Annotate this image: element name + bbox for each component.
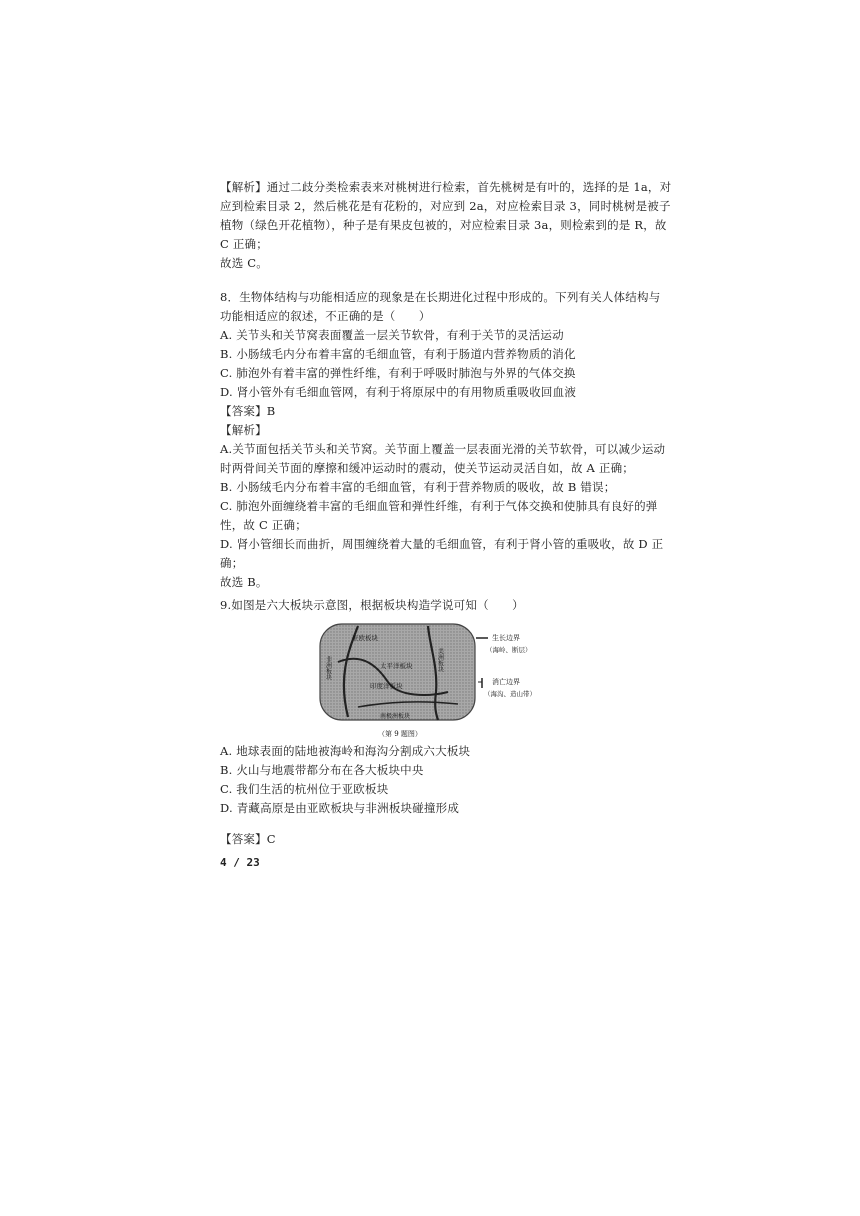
figure-caption: （第 9 题图） bbox=[378, 730, 422, 738]
plate-label: 非洲板块 bbox=[324, 656, 332, 680]
legend-label: 消亡边界 bbox=[492, 678, 520, 686]
option-d: D. 青藏高原是由亚欧板块与非洲板块碰撞形成 bbox=[220, 801, 460, 815]
text-line: D. 肾小管细长而曲折，周围缠绕着大量的毛细血管，有利于肾小管的重吸收，故 D 正 bbox=[220, 537, 664, 551]
option-d: D. 肾小管外有毛细血管网，有利于将原尿中的有用物质重吸收回血液 bbox=[220, 385, 577, 399]
question-stem: 8．生物体结构与功能相适应的现象是在长期进化过程中形成的。下列有关人体结构与 bbox=[220, 290, 661, 304]
text-line: 应到检索目录 2，然后桃花是有花粉的，对应到 2a，对应检索目录 3，同时桃树是被子 bbox=[220, 199, 671, 213]
plate-label: 美洲板块 bbox=[436, 648, 444, 672]
option-b: B. 小肠绒毛内分布着丰富的毛细血管，有利于肠道内营养物质的消化 bbox=[220, 347, 576, 361]
question-stem: 9.如图是六大板块示意图，根据板块构造学说可知（ ） bbox=[220, 598, 524, 612]
answer: 【答案】C bbox=[220, 832, 276, 846]
text-line: B. 小肠绒毛内分布着丰富的毛细血管，有利于营养物质的吸收，故 B 错误； bbox=[220, 480, 616, 494]
plate-label: 印度洋板块 bbox=[370, 682, 403, 690]
legend-label: 生长边界 bbox=[492, 634, 520, 642]
text-line: 【解析】通过二歧分类检索表来对桃树进行检索，首先桃树是有叶的，选择的是 1a，对 bbox=[220, 180, 672, 194]
text-line: 故选 C。 bbox=[220, 256, 268, 270]
plate-label: 亚欧板块 bbox=[352, 634, 378, 642]
text-line: 性，故 C 正确； bbox=[220, 518, 307, 532]
plate-map-figure bbox=[318, 622, 554, 740]
text-line: 时两骨间关节面的摩擦和缓冲运动时的震动，使关节运动灵活自如，故 A 正确； bbox=[220, 461, 635, 475]
q7-analysis bbox=[220, 178, 672, 273]
answer: 【答案】B bbox=[220, 404, 276, 418]
analysis-label: 【解析】 bbox=[220, 423, 267, 437]
page-number: 4 / 23 bbox=[220, 856, 260, 869]
text-line: C. 肺泡外面缠绕着丰富的毛细血管和弹性纤维，有利于气体交换和使肺具有良好的弹 bbox=[220, 499, 658, 513]
question-9-stem bbox=[220, 596, 640, 615]
option-c: C. 肺泡外有着丰富的弹性纤维，有利于呼吸时肺泡与外界的气体交换 bbox=[220, 366, 576, 380]
text-line: 植物（绿色开花植物），种子是有果皮包被的，对应检索目录 3a，则检索到的是 R，故 bbox=[220, 218, 667, 232]
question-9-answer bbox=[220, 830, 640, 849]
plate-label: 南极洲板块 bbox=[380, 713, 411, 720]
legend-label: （海沟、造山带） bbox=[484, 690, 536, 698]
legend-label: （海岭、断层） bbox=[486, 646, 532, 654]
option-a: A. 地球表面的陆地被海岭和海沟分割成六大板块 bbox=[220, 744, 471, 758]
option-b: B. 火山与地震带都分布在各大板块中央 bbox=[220, 763, 424, 777]
option-a: A. 关节头和关节窝表面覆盖一层关节软骨，有利于关节的灵活运动 bbox=[220, 328, 564, 342]
plate-label: 太平洋板块 bbox=[380, 662, 413, 670]
question-8 bbox=[220, 288, 666, 592]
text-line: C 正确； bbox=[220, 237, 268, 251]
text-line: A.关节面包括关节头和关节窝。关节面上覆盖一层表面光滑的关节软骨，可以减少运动 bbox=[220, 442, 666, 456]
question-9-options bbox=[220, 742, 640, 818]
question-stem: 功能相适应的叙述，不正确的是（ ） bbox=[220, 309, 431, 323]
text-line: 确； bbox=[220, 556, 244, 570]
text-line: 故选 B。 bbox=[220, 575, 268, 589]
option-c: C. 我们生活的杭州位于亚欧板块 bbox=[220, 782, 389, 796]
world-map bbox=[320, 624, 475, 720]
